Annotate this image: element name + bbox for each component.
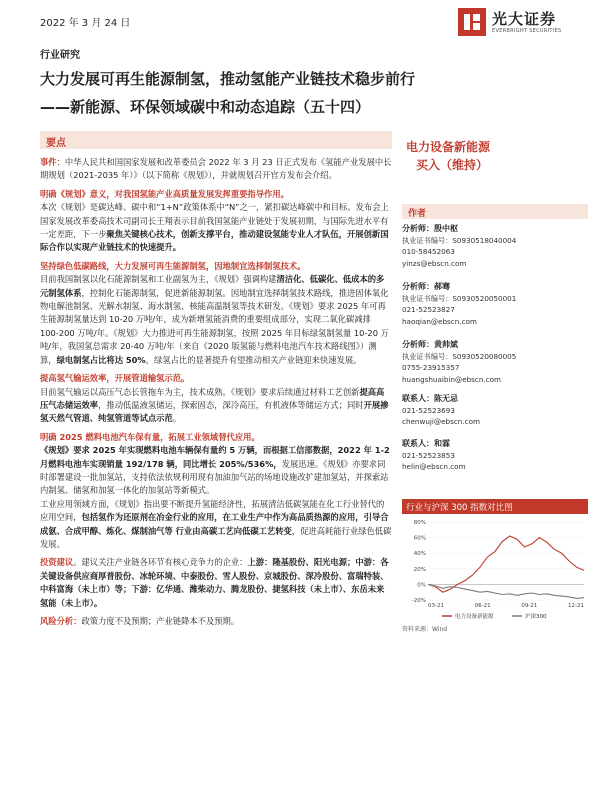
legend-label: 电力设备新能源 <box>455 614 494 620</box>
section3-text-b: ，推动低温液氢储运，探索固态，深冷高压，有机液体等储运方式；同时 <box>98 399 364 410</box>
event-lead: 事件： <box>40 157 65 167</box>
section4-text-2 <box>40 498 392 552</box>
author-license: 执业证书编号：S0930518040004 <box>402 235 517 245</box>
x-tick-label: 12-21 <box>568 603 584 609</box>
risk-text: 政策力度不及预期；产业链降本不及预期。 <box>81 616 240 626</box>
section2-text-a-bold: 清洁化、低碳化、低成本的多元制氢体系 <box>40 274 385 298</box>
section1-text <box>40 201 392 255</box>
section3-text-c: 。 <box>172 413 182 424</box>
y-tick-label: 40% <box>413 551 426 558</box>
investment-paragraph <box>40 556 392 610</box>
author-name-text: 殷中枢 <box>434 224 458 233</box>
contact-name <box>402 393 588 405</box>
legend-label: 沪深300 <box>525 614 547 620</box>
authors-label: 作者 <box>408 209 427 219</box>
contact-email: chenwuji@ebscn.com <box>402 417 480 426</box>
author-name-text: 郝骞 <box>434 282 450 291</box>
section2-text-c: ，绿氢占比的显著提升有望推动相关产业链迎来快速发展。 <box>145 354 362 365</box>
series-line-1 <box>428 584 584 598</box>
section3-title: 提高氢气输运效率，开展管道输氢示范。 <box>40 373 190 384</box>
risk-paragraph <box>40 615 392 628</box>
author-block <box>402 223 588 269</box>
brand-name-en: EVERBRIGHT SECURITIES <box>492 28 562 34</box>
report-subtitle: ——新能源、环保领域碳中和动态追踪（五十四） <box>40 98 371 116</box>
section4-title: 明确 2025 燃料电池汽车保有量，拓展工业领域替代应用。 <box>40 431 260 442</box>
y-tick-label: 80% <box>413 520 426 526</box>
x-tick-label: 03-21 <box>428 603 444 609</box>
section3-text-a: 目前氢气输运以高压气态长管拖车为主，技术成熟。《规划》要求后续通过材料工艺创新 <box>40 386 360 397</box>
report-date: 2022 年 3 月 24 日 <box>40 18 131 29</box>
section3-text-a-bold: 提高高压气态储运效率 <box>40 386 385 410</box>
y-tick-label: -20% <box>411 598 426 604</box>
x-tick-label: 09-21 <box>521 603 538 609</box>
investment-text: 。建议关注产业链各环节有核心竞争力的企业： <box>73 557 248 568</box>
author-email: haoqian@ebscn.com <box>402 316 477 326</box>
section1-text-bold: 聚焦关键核心技术，创新支撑平台，推动建设氢能专业人才队伍，开展创新国际合作以实现产业链技术的快速提升。 <box>40 229 389 253</box>
contact-phone: 021-52523853 <box>402 450 455 460</box>
author-role: 分析师： <box>402 224 434 233</box>
y-tick-label: 0% <box>417 582 426 589</box>
rating-block <box>406 138 586 174</box>
section1-title: 明确《规划》意义，对我国氢能产业高质量发展发挥重要指导作用。 <box>40 188 289 199</box>
author-phone: 021-52523827 <box>402 305 455 314</box>
section2-text <box>40 273 392 367</box>
chart-source: 资料来源：Wind <box>402 626 448 633</box>
author-name <box>402 223 588 235</box>
y-tick-label: 60% <box>413 535 426 542</box>
author-name-text: 黄帅斌 <box>434 340 458 349</box>
authors-bar <box>402 204 588 219</box>
contact-role: 联系人： <box>402 394 434 403</box>
author-email: yinzs@ebscn.com <box>402 258 467 268</box>
section2-text-a: 目前我国制氢以化石能源制氢和工业副氢为主，《规划》强调构建 <box>40 274 277 285</box>
event-paragraph <box>40 156 392 183</box>
author-role: 分析师： <box>402 340 434 349</box>
author-phone: 010-58452063 <box>402 247 455 256</box>
author-name <box>402 281 588 293</box>
main-body <box>40 156 392 628</box>
contact-phone: 021-52523693 <box>402 405 455 415</box>
sector-name: 电力设备新能源 <box>406 140 491 154</box>
section4-text-c: ，促进高耗能行业绿色低碳发展。 <box>40 525 392 549</box>
key-points-label: 要点 <box>46 138 66 149</box>
section3-text <box>40 386 392 426</box>
section1-text-plain: 本次《规划》是碳达峰、碳中和“1+N”政策体系中“N”之一，紧扣碳达峰碳中和目标。发布会上国家发展改革委高技术司副司长王翔表示目前我国氢能产业链处于发展初期，与国际先进水平有一定差距，下一步 <box>40 202 389 240</box>
brand-name: 光大证券 <box>492 10 557 28</box>
chart-title-bar <box>402 499 588 514</box>
author-block <box>402 281 588 327</box>
author-name <box>402 339 588 351</box>
report-title: 大力发展可再生能源制氢，推动氢能产业链技术稳步前行 <box>40 70 416 88</box>
contact-role: 联系人： <box>402 439 434 448</box>
section3-text-b-bold: 开展掺氢天然气管道、纯氢管道等试点示范 <box>40 399 389 424</box>
contact-block <box>402 393 588 428</box>
contact-email: helin@ebscn.com <box>402 462 466 471</box>
section4-text-a-bold: 《规划》要求 2025 年实现燃料电池车辆保有量约 5 万辆，而根据工信部数据，2022 年 1-2 月燃料电池车实现销量 192/178 辆，同比增长 205%/536%， <box>40 445 390 469</box>
series-line-0 <box>428 536 584 592</box>
section2-text-b-bold: 绿电制氢占比将达 50% <box>56 354 146 365</box>
section4-text-a: 发展迅速。《规划》亦要求同时部署建设一批加氢站，支持依法依规利用现有加油加气站的场地设施改扩建加氢站，并探索站内制氢、储氢和加氢一体化的加氢站等新模式。 <box>40 458 389 496</box>
author-role: 分析师： <box>402 282 434 291</box>
contact-name-text: 和霖 <box>434 439 450 448</box>
investment-lead: 投资建议 <box>40 557 74 568</box>
section4-text-1 <box>40 444 392 498</box>
section4-text-b-bold: 包括氢作为还原剂在冶金行业的应用，在工业生产中作为高品质热源的应用，引导合成氨、合成甲醇、炼化、煤制油气等 行业由高碳工艺向低碳工艺转变 <box>40 512 389 536</box>
author-block <box>402 339 588 385</box>
key-points-bar <box>40 131 392 149</box>
brand-logo-icon <box>458 8 486 36</box>
author-phone: 0755-23915357 <box>402 363 460 372</box>
investment-companies: 上游：隆基股份、阳光电源；中游：各关键设备供应商厚普股份、冰轮环境、中泰股份、雪人股份、京城股份、深冷股份、富瑞特装、中科富海（未上市）等；下游：亿华通、潍柴动力、腾龙股份、捷氢科技（未上市）、东岳未来氢能（未上市）。 <box>40 557 389 608</box>
section2-text-b: ，控制化石能源制氢，促进新能源制氢。因地制宜选择制氢技术路线，推进固体氧化物电解池制氢、光解水制氢、海水制氢、核能高温制氢等技术研发。《规划》要求 2025 年可再生能源制氢量达到 10-20 万吨/年，成为新增氢能消费的重要组成部分，实现二氧化碳减排 100-200 万吨/年。《规划》大力推进可再生能源制氢，按照 2025 年目标绿氢制氢量 10-20 万吨/年，我国氢总需求 20-40 万吨/年（来自《2020 版氢能与燃料电池汽车技术路线图》）测算， <box>40 287 389 365</box>
index-comparison-chart <box>402 516 588 622</box>
event-text: 中华人民共和国国家发展和改革委员会 2022 年 3 月 23 日正式发布《氢能产业发展中长期规划（2021-2035 年）》（以下简称《规划》），并就规划召开官方发布会介绍。 <box>40 157 392 181</box>
section2-title: 坚持绿色低碳路线，大力发展可再生能源制氢，因地制宜选择制氢技术。 <box>40 260 306 271</box>
contact-name <box>402 438 588 450</box>
author-email: huangshuaibin@ebscn.com <box>402 374 502 384</box>
author-license: 执业证书编号：S0930520050001 <box>402 293 517 303</box>
contact-block <box>402 438 588 473</box>
brand-logo <box>458 6 588 40</box>
rating-value: 买入（维持） <box>416 158 489 172</box>
risk-lead: 风险分析： <box>40 616 82 626</box>
y-tick-label: 20% <box>413 566 426 573</box>
chart-title: 行业与沪深 300 指数对比图 <box>406 503 513 513</box>
contact-name-text: 陈无忌 <box>434 394 458 403</box>
author-license: 执业证书编号：S0930520080005 <box>402 351 517 361</box>
section4-text-b: 工业应用领域方面，《规划》指出要不断提升氢能经济性，拓展清洁低碳氢能在化工行业替代的应用空间， <box>40 498 385 523</box>
x-tick-label: 06-21 <box>474 603 491 609</box>
report-category: 行业研究 <box>40 50 80 61</box>
